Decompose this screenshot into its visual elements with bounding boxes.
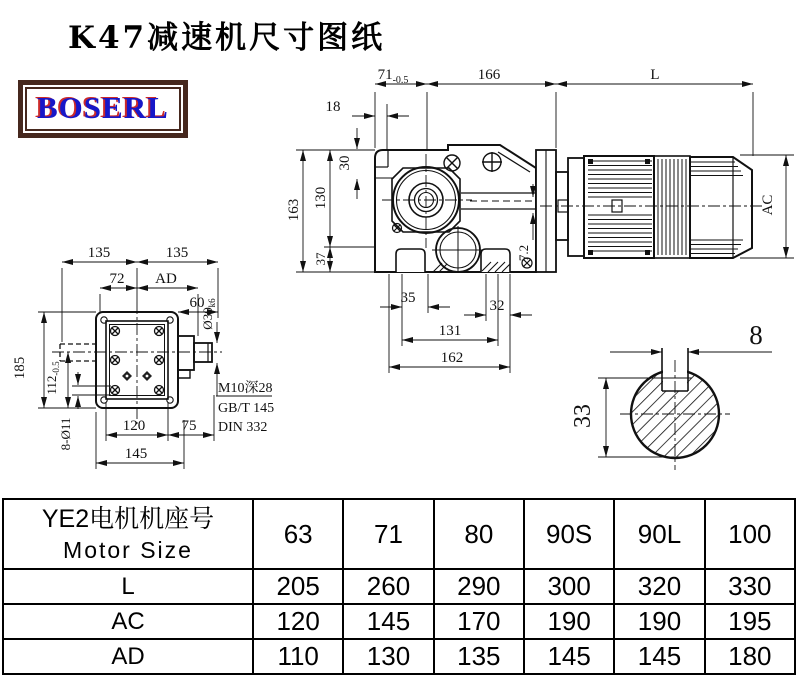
side-view-gearbox [375, 145, 536, 272]
motor-fin-brackets [588, 159, 650, 255]
svg-text:112-0.5 [44, 361, 61, 395]
column-header: 71 [343, 499, 433, 569]
dim-75: 75 [181, 418, 197, 434]
table-row-AC [3, 604, 795, 639]
dim-L: L [650, 67, 660, 83]
side-view-motor [536, 150, 762, 272]
fan-grille [658, 159, 686, 255]
dim-185: 185 [12, 356, 28, 380]
table-cell: 300 [524, 569, 614, 604]
table-cell: 145 [343, 604, 433, 639]
dim-163: 163 [286, 198, 302, 222]
table-cell: 320 [614, 569, 704, 604]
table-header-row [3, 499, 795, 569]
dim-37: 37 [313, 252, 328, 266]
table-cell: 120 [253, 604, 343, 639]
row-label: L [3, 569, 253, 604]
table-cell: 145 [524, 639, 614, 674]
dim-162: 162 [440, 350, 464, 366]
dim-71-tol: -0.5 [392, 75, 409, 86]
table-cell: 260 [343, 569, 433, 604]
dim-130: 130 [313, 186, 329, 210]
dim-AC: AC [760, 194, 776, 216]
svg-text:71-0.5 [378, 67, 409, 86]
column-header: 100 [705, 499, 795, 569]
note-thread: M10深28 [218, 381, 273, 396]
table-cell: 170 [434, 604, 524, 639]
dim-120: 120 [122, 418, 146, 434]
dim-holes: 8-Ø11 [58, 417, 73, 451]
dim-35: 35 [400, 290, 416, 306]
dim-72: 72 [109, 271, 125, 287]
row-label: AC [3, 604, 253, 639]
table-cell: 205 [253, 569, 343, 604]
table-row-L [3, 569, 795, 604]
dim-145: 145 [124, 446, 148, 462]
header-cn: YE2电机机座号 [41, 505, 215, 533]
shaft-section-view [620, 348, 730, 470]
note-gbt: GB/T 145 [218, 401, 275, 416]
table-cell: 110 [253, 639, 343, 674]
page-title: K47减速机尺寸图纸 [68, 20, 386, 56]
column-header: 90S [524, 499, 614, 569]
dim-131: 131 [438, 323, 462, 339]
row-label: AD [3, 639, 253, 674]
dim-166: 166 [477, 67, 501, 83]
note-din: DIN 332 [218, 420, 268, 435]
table-cell: 190 [524, 604, 614, 639]
dim-18: 18 [325, 99, 341, 115]
dim-135-left: 135 [87, 245, 111, 261]
hidden-shaft [60, 344, 96, 361]
column-header: 80 [434, 499, 524, 569]
column-header: 63 [253, 499, 343, 569]
table-cell: 190 [614, 604, 704, 639]
table-cell: 145 [614, 639, 704, 674]
dim-112-tol: -0.5 [51, 361, 61, 376]
table-cell: 290 [434, 569, 524, 604]
column-header: 90L [614, 499, 704, 569]
dim-shaft-dia: Ø30 [200, 307, 215, 330]
table-header-motor-size [3, 499, 253, 569]
dim-60: 60 [189, 295, 205, 311]
dim-7-2: 7.2 [516, 244, 531, 262]
table-cell: 330 [705, 569, 795, 604]
dim-keyway-width: 8 [749, 320, 763, 350]
dim-135-right: 135 [165, 245, 189, 261]
dim-71: 71 [377, 67, 393, 83]
front-view-gearbox [52, 302, 222, 424]
table-cell: 130 [343, 639, 433, 674]
dim-AD: AD [155, 271, 177, 287]
table-row-AD [3, 639, 795, 674]
brand-logo-text: BOSERL [37, 90, 169, 125]
dim-112: 112 [44, 375, 59, 395]
dim-shaft-fit: k6 [207, 298, 217, 308]
table-cell: 180 [705, 639, 795, 674]
header-en: Motor Size [63, 537, 193, 563]
table-cell: 195 [705, 604, 795, 639]
fan-cowl [690, 157, 752, 258]
dim-30: 30 [337, 155, 353, 171]
dim-33: 33 [570, 404, 596, 428]
table-cell: 135 [434, 639, 524, 674]
dim-32: 32 [489, 298, 505, 314]
motor-size-table [2, 498, 796, 675]
